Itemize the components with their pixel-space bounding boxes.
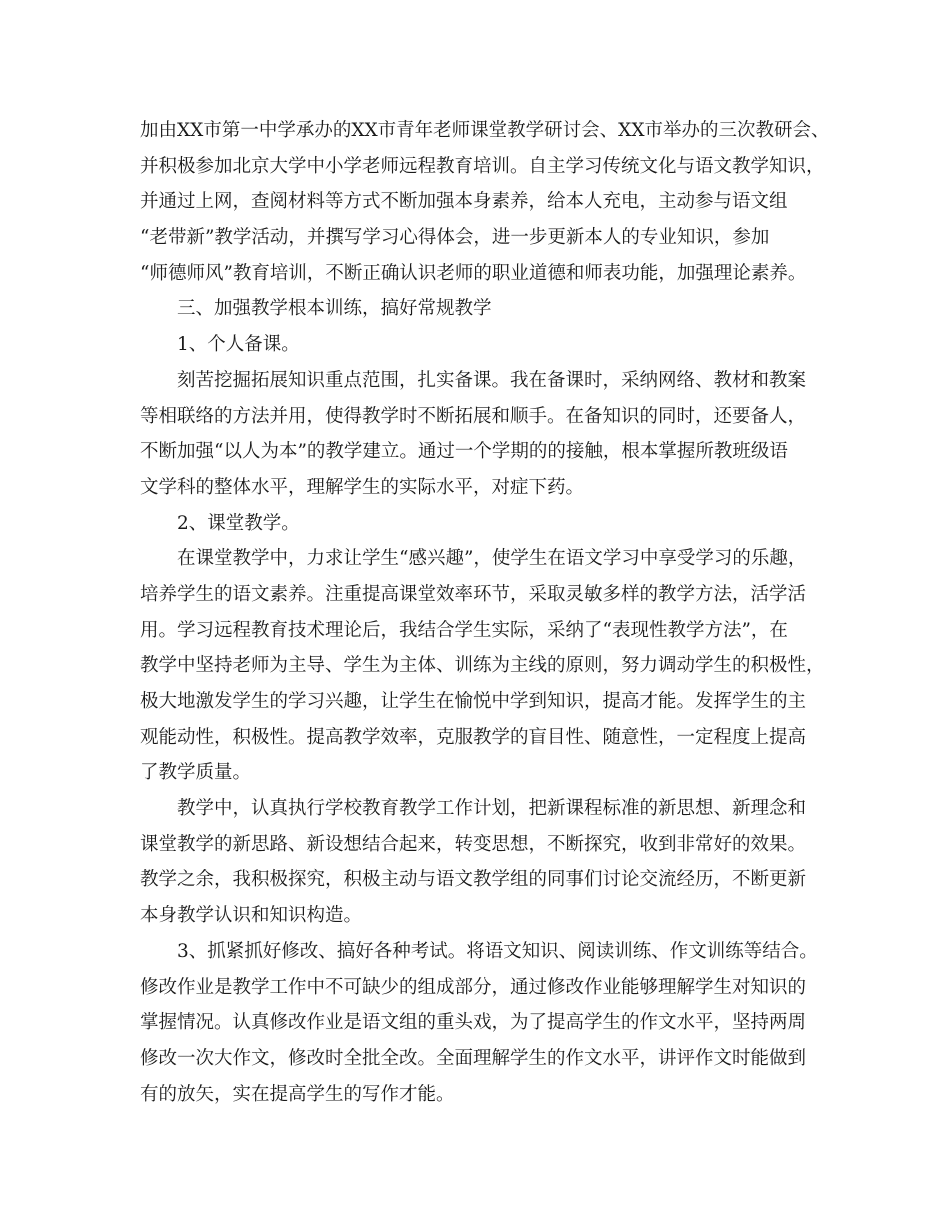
text-line: 观能动性，积极性。提高教学效率，克服教学的盲目性、随意性，一定程度上提高 (140, 726, 807, 748)
text-line: 文学科的整体水平，理解学生的实际水平，对症下药。 (140, 476, 585, 498)
text-line: 了教学质量。 (140, 762, 252, 784)
text-line: 加由XX市第一中学承办的XX市青年老师课堂教学研讨会、XX市举办的三次教研会、 (140, 120, 830, 141)
text-line: 掌握情况。认真修改作业是语文组的重头戏，为了提高学生的作文水平，坚持两周 (140, 1012, 807, 1034)
text-line: 有的放矢，实在提高学生的写作才能。 (140, 1083, 455, 1105)
text-line: 用。学习远程教育技术理论后，我结合学生实际，采纳了“表现性教学方法”，在 (140, 619, 788, 641)
subsection-heading: 1、个人备课。 (177, 334, 300, 356)
text-line: 在课堂教学中，力求让学生“感兴趣”，使学生在语文学习中享受学习的乐趣， (177, 548, 807, 570)
text-line: 刻苦挖掘拓展知识重点范围，扎实备课。我在备课时，采纳网络、教材和教案 (177, 369, 807, 391)
text-line: “老带新”教学活动，并撰写学习心得体会，进一步更新本人的专业知识，参加 (140, 227, 770, 249)
text-line: 教学之余，我积极探究，积极主动与语文教学组的同事们讨论交流经历，不断更新 (140, 869, 807, 891)
section-heading: 三、加强教学根本训练，搞好常规教学 (177, 298, 492, 320)
text-line: 教学中坚持老师为主导、学生为主体、训练为主线的原则，努力调动学生的积极性， (140, 655, 825, 677)
text-line: 并通过上网，查阅材料等方式不断加强本身素养，给本人充电，主动参与语文组 (140, 191, 788, 213)
text-line: 并积极参加北京大学中小学老师远程教育培训。自主学习传统文化与语文教学知识， (140, 155, 825, 177)
text-line: 培养学生的语文素养。注重提高课堂效率环节，采取灵敏多样的教学方法，活学活 (140, 583, 807, 605)
text-line: 极大地激发学生的学习兴趣，让学生在愉悦中学到知识，提高才能。发挥学生的主 (140, 691, 807, 712)
text-line: 修改作业是教学工作中不可缺少的组成部分，通过修改作业能够理解学生对知识的 (140, 976, 807, 998)
text-line: 本身教学认识和知识构造。 (140, 905, 363, 927)
text-line: “师德师风”教育培训，不断正确认识老师的职业道德和师表功能，加强理论素养。 (140, 262, 807, 284)
text-line: 教学中，认真执行学校教育教学工作计划，把新课程标准的新思想、新理念和 (177, 798, 807, 820)
subsection-heading: 3、抓紧抓好修改、搞好各种考试。将语文知识、阅读训练、作文训练等结合。 (177, 940, 818, 962)
document-body (140, 113, 828, 1112)
text-line: 课堂教学的新思路、新设想结合起来，转变思想，不断探究，收到非常好的效果。 (140, 833, 807, 855)
text-line: 不断加强“以人为本”的教学建立。通过一个学期的的接触，根本掌握所教班级语 (140, 441, 788, 463)
text-line: 等相联络的方法并用，使得教学时不断拓展和顺手。在备知识的同时，还要备人， (140, 405, 807, 427)
text-line: 修改一次大作文，修改时全批全改。全面理解学生的作文水平，讲评作文时能做到 (140, 1047, 807, 1069)
subsection-heading: 2、课堂教学。 (177, 512, 300, 534)
